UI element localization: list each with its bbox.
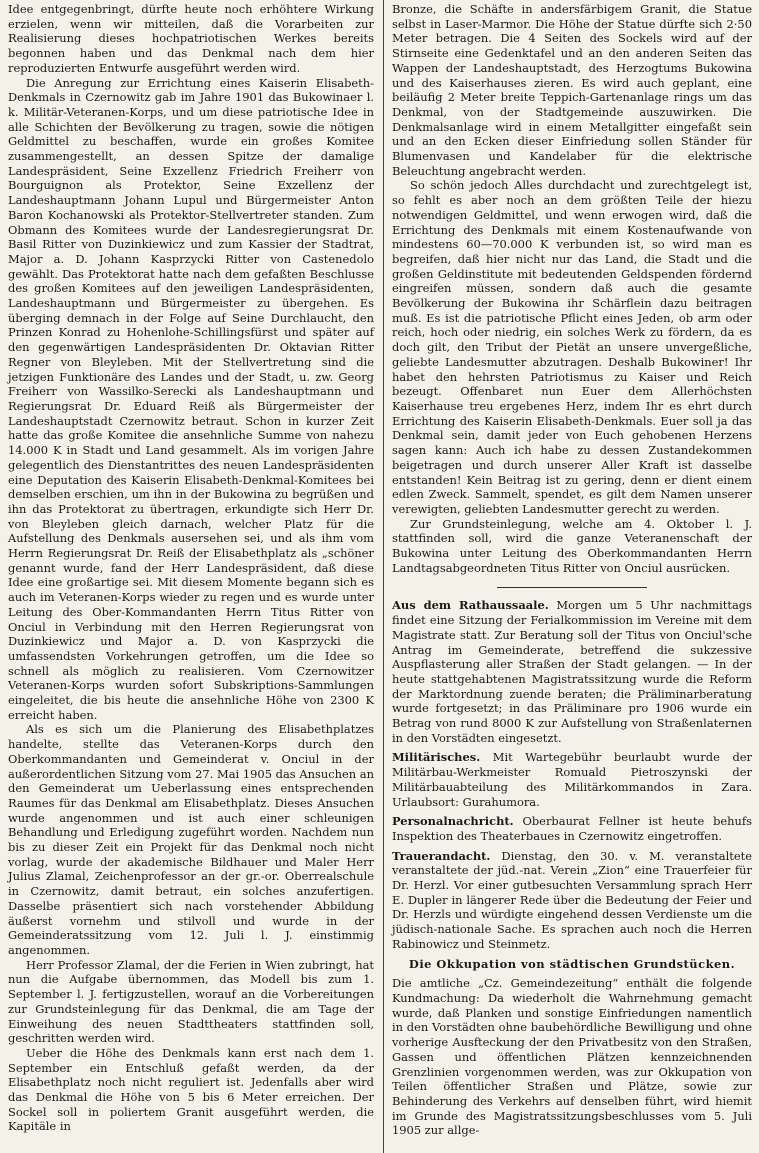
left-column — [8, 2, 374, 1134]
section-heading: Personalnachricht. — [392, 814, 514, 829]
left-paragraph-2: Die Anregung zur Errichtung eines Kaiserin Elisabeth-Denkmals in Czernowitz gab im Jahre 1901 das Bukowinaer l. k. Militär-Veteranen-Korps, und um diese patriotische Idee in alle Schichten der Bevölkerung zu tragen, sowie die nötigen Geldmittel zu beschaffen, wurde ein großes Komitee zusammengestellt, an dessen Spitze der damalige Landespräsident, Seine Exzellenz Friedrich Freiherr von Bourguignon als Protektor, Seine Exzellenz der Landeshauptmann Johann Lupul und Bürgermeister Anton Baron Kochanowski als Protektor-Stellvertreter standen. Zum Obmann des Komitees wurde der Landesregierungsrat Dr. Basil Ritter von Duzinkiewicz und zum Kassier der Stadtrat, Major a. D. Johann Kasprzycki Ritter von Castenedolo gewählt. Das Protektorat hatte nach dem gefaßten Beschlusse des großen Komitees auf den jeweiligen Landespräsidenten, Landeshauptmann und Bürgermeister zu übergehen. Es überging demnach in der Folge auf Seine Durchlaucht, den Prinzen Konrad zu Hohenlohe-Schillingsfürst und später auf den gegenwärtigen Landespräsidenten Dr. Oktavian Ritter Regner von Bleyleben. Mit der Stellvertretung sind die jetzigen Funktionäre des Landes und der Stadt, u. zw. Georg Freiherr von Wassilko-Serecki als Landeshauptmann und Regierungsrat Dr. Eduard Reiß als Bürgermeister der Landeshauptstadt Czernowitz betraut. Schon in kurzer Zeit hatte das große Komitee die ansehnliche Summe von nahezu 14.000 K in Stadt und Land gesammelt. Als im vorigen Jahre gelegentlich des Dienstantrittes des neuen Landespräsidenten eine Deputation des Kaiserin Elisabeth-Denkmal-Komitees bei demselben erschien, um ihn in der Bukowina zu begrüßen und ihn das Protektorat zu übertragen, erkundigte sich Herr Dr. von Bleyleben gleich darnach, welcher Platz für die Aufstellung des Denkmals ausersehen sei, und als ihm vom Herrn Regierungsrat Dr. Reiß der Elisabethplatz als „schöner genannt wurde, fand der Herr Landespräsident, daß diese Idee eine großartige sei. Mit diesem Momente begann sich es auch im Veteranen-Korps wieder zu regen und es wurde unter Leitung des Ober-Kommandanten Herrn Titus Ritter von Onciul in Verbindung mit den Herren Regierungsrat von Duzinkiewicz und Major a. D. von Kasprzycki die umfassendsten Vorkehrungen getroffen, um die Idee so schnell als möglich zu realisieren. Vom Czernowitzer Veteranen-Korps wurden sofort Subskriptions-Sammlungen eingeleitet, die bis heute die ansehnliche Höhe von 2300 K erreicht haben. — [8, 75, 374, 722]
centered-heading: Die Okkupation von städtischen Grundstücken. — [408, 956, 736, 971]
section-text: Mit Wartegebühr beurlaubt wurde der Militärbau-Werkmeister Romuald Pietroszynski der Militärbauabteilung des Militärkommandos in Zara. Urlaubsort: Gurahumora. — [392, 750, 752, 809]
section-rule — [497, 587, 647, 588]
section-personalnachricht — [392, 814, 752, 843]
right-column — [392, 2, 752, 1143]
left-paragraph-4: Herr Professor Zlamal, der die Ferien in Wien zubringt, hat nun die Aufgabe übernommen, das Modell bis zum 1. September l. J. fertigzustellen, worauf an die Vorbereitungen zur Grundsteinlegung für das Denkmal, die am Tage der Einweihung des neuen Stadttheaters stattfinden soll, geschritten werden wird. — [8, 957, 374, 1046]
section-trauerandacht — [392, 849, 752, 952]
final-paragraph: Die amtliche „Cz. Gemeindezeitung“ enthält die folgende Kundmachung: Da wiederholt die Wahrnehmung gemacht wurde, daß Planken und sonstige Einfriedungen namentlich in den Vorstädten ohne baubehördliche Bewilligung und ohne vorherige Ausfteckung der den Privatbesitz von den Straßen, Gassen und öffentlichen Plätzen kennzeichnenden Grenzlinien vorgenommen werden, was zur Okkupation von Teilen öffentlicher Straßen und Plätze, sowie zur Behinderung des Verkehrs auf denselben führt, wird hiemit im Grunde des Magistratssitzungsbeschlusses vom 5. Juli 1905 zur allge- — [392, 976, 752, 1138]
left-paragraph-1: Idee entgegenbringt, dürfte heute noch erhöhtere Wirkung erzielen, wenn wir mitteilen, daß die Vorarbeiten zur Realisierung dieses hochpatriotischen Werkes bereits begonnen haben und das Denkmal nach dem hier reproduzierten Entwurfe ausgeführt werden wird. — [8, 2, 374, 75]
right-paragraph-2: So schön jedoch Alles durchdacht und zurechtgelegt ist, so fehlt es aber noch an dem größten Teile der hiezu notwendigen Geldmittel, und wenn erwogen wird, daß die Errichtung des Denkmals mit einem Kostenaufwande von mindestens 60—70.000 K verbunden ist, so wird man es begreifen, daß hier nicht nur das Land, die Stadt und die großen Geldinstitute mit bedeutenden Geldspenden fördernd eingreifen müssen, sondern daß auch die gesamte Bevölkerung der Bukowina ihr Schärflein dazu beitragen muß. Es ist die patriotische Pflicht eines Jeden, ob arm oder reich, hoch oder niedrig, ein solches Werk zu fördern, da es doch gilt, den Tribut der Pietät an unsere unvergeßliche, geliebte Landesmutter abzutragen. Deshalb Bukowiner! Ihr habet den hehrsten Patriotismus zu Kaiser und Reich bezeugt. Offenbaret nun Euer dem Allerhöchsten Kaiserhause treu ergebenes Herz, indem Ihr es ehrt durch Errichtung des Kaiserin Elisabeth-Denkmals. Euer soll ja das Denkmal sein, damit jeder von Euch gehobenen Herzens sagen kann: Auch ich habe zu dessen Zustandekommen beigetragen und durch unserer Aller Kraft ist dasselbe entstanden! Kein Beitrag ist zu gering, denn er dient einem edlen Zweck. Sammelt, spendet, es gilt dem Namen unserer verewigten, geliebten Landesmutter gerecht zu werden. — [392, 178, 752, 516]
section-text: Oberbaurat Fellner ist heute behufs Inspektion des Theaterbaues in Czernowitz eingetroffen. — [392, 814, 752, 843]
section-rathaussaale — [392, 598, 752, 745]
section-text: Dienstag, den 30. v. M. veranstaltete veranstaltete der jüd.-nat. Verein „Zion“ eine Trauerfeier für Dr. Herzl. Vor einer gutbesuchten Versammlung sprach Herr E. Dupler in längerer Rede über die Bedeutung der Feier und Dr. Herzls und würdigte eingehend dessen Verdienste um die jüdisch-nationale Sache. Es sprachen auch noch die Herren Rabinowicz und Steinmetz. — [392, 848, 752, 951]
section-militaerisches — [392, 750, 752, 809]
section-heading: Aus dem Rathaussaale. — [392, 598, 549, 613]
right-paragraph-3: Zur Grundsteinlegung, welche am 4. Oktober l. J. stattfinden soll, wird die ganze Veteranenschaft der Bukowina unter Leitung des Oberkommandanten Herrn Landtagsabgeordneten Titus Ritter von Onciul ausrücken. — [392, 516, 752, 575]
right-paragraph-1: Bronze, die Schäfte in andersfärbigem Granit, die Statue selbst in Laser-Marmor. Die Höhe der Statue dürfte sich 2·50 Meter betragen. Die 4 Seiten des Sockels wird auf der Stirnseite eine Gedenktafel und an den anderen Seiten das Wappen der Landeshauptstadt, des Herzogtums Bukowina und des Kaiserhauses zieren. Es wird auch geplant, eine beiläufig 2 Meter breite Teppich-Gartenanlage rings um das Denkmal, von der Stadtgemeinde auszuwirken. Die Denkmalsanlage wird in einem Metallgitter eingefaßt sein und an den Ecken dieser Einfriedung sollen Ständer für Blumenvasen und Kandelaber für die elektrische Beleuchtung angebracht werden. — [392, 2, 752, 178]
left-paragraph-5: Ueber die Höhe des Denkmals kann erst nach dem 1. September ein Entschluß gefaßt werden, da der Elisabethplatz noch nicht reguliert ist. Jedenfalls aber wird das Denkmal die Höhe von 5 bis 6 Meter erreichen. Der Sockel soll in poliertem Granit ausgeführt werden, die Kapitäle in — [8, 1045, 374, 1134]
column-divider — [383, 0, 384, 1153]
section-heading: Trauerandacht. — [392, 848, 491, 863]
section-heading: Militärisches. — [392, 750, 481, 765]
section-text: Morgen um 5 Uhr nachmittags findet eine Sitzung der Ferialkommission im Vereine mit dem Magistrate statt. Zur Beratung soll der Titus von Onciul'sche Antrag im Gemeinderate, betreffend die sukzessive Auspflasterung aller Straßen der Stadt gelangen. — In der heute stattgehabtenen Magistratssitzung wurde die Reform der Marktordnung zuende beraten; die Präliminarberatung wurde fortgesetzt; in das Präliminare pro 1906 wurde ein Betrag von rund 8000 K zur Aufstellung von Straßenlaternen in den Vorstädten eingesetzt. — [392, 598, 752, 745]
left-paragraph-3: Als es sich um die Planierung des Elisabethplatzes handelte, stellte das Veteranen-Korps durch den Oberkommandanten und Gemeinderat v. Onciul in der außerordentlichen Sitzung vom 27. Mai 1905 das Ansuchen an den Gemeinderat um Ueberlassung eines entsprechenden Raumes für das Denkmal am Elisabethplatz. Dieses Ansuchen wurde angenommen und ist auch einer schleunigen Behandlung und Erledigung zugeführt worden. Nachdem nun bis zu dieser Zeit ein Projekt für das Denkmal noch nicht vorlag, wurde der akademische Bildhauer und Maler Herr Julius Zlamal, Zeichenprofessor an der gr.-or. Oberrealschule in Czernowitz, damit betraut, ein solches anzufertigen. Dasselbe präsentiert sich nach vorstehender Abbildung äußerst vornehm und stilvoll und wurde in der Gemeinderatssitzung vom 12. Juli l. J. einstimmig angenommen. — [8, 722, 374, 957]
